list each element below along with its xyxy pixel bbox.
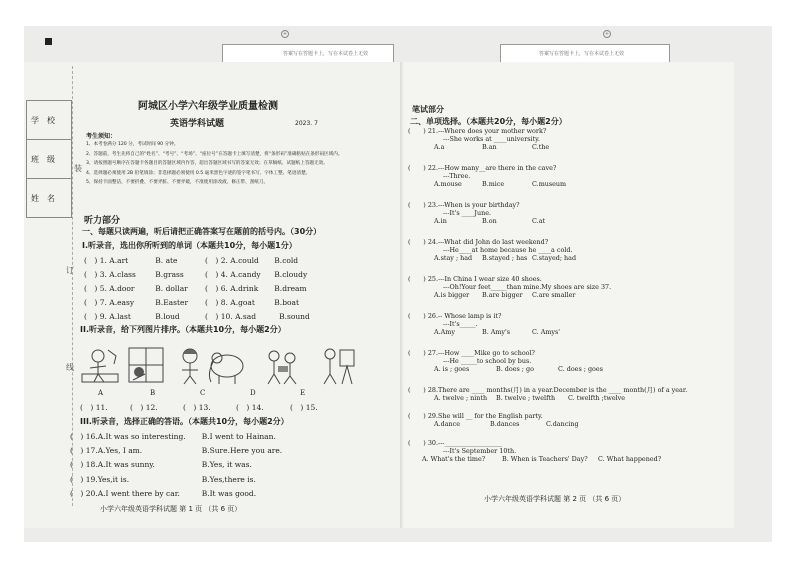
registration-mark-icon: + (604, 31, 610, 37)
note-item: 4、选择题必须使用 2B 铅笔填涂；非选择题必须使用 0.5 毫米黑色字迹的签字笔书写，字体工整、笔迹清楚。 (86, 170, 311, 176)
part1-right-column (205, 254, 310, 324)
answer-blank[interactable]: ( ) 11. (80, 403, 108, 412)
student-info-table (26, 100, 72, 218)
page-2-footer: 小学六年级英语学科试题 第 2 页 （共 6 页） (484, 495, 626, 503)
binding-mark: 线 (66, 363, 74, 372)
mcq-item: ( ) 21.---Where does your mother work? ---She works at ____university. A.a B.an C.the (408, 127, 550, 151)
choice-row: ( ) 2. A.could B.cold (205, 256, 299, 265)
exam-subject: 英语学科试题 (170, 119, 225, 129)
answer-blank[interactable]: ( ) 13. (183, 403, 211, 412)
picture-label: C (200, 389, 206, 397)
header-bar-text: 答案写在答题卡上，写在本试卷上无效 (539, 51, 625, 57)
note-item: 5、保持卡面整洁，不要折叠、不要弄脏、不要弄破，不准使用涂改液、修正带、刮纸刀。 (86, 180, 269, 185)
corner-marker (45, 38, 52, 45)
part3-title: III.听录音，选择正确的答语。（本题共10分，每小题2分） (80, 417, 289, 426)
choice-row: ( ) 3. A.class B.grass (84, 270, 184, 279)
choice-row: ( ) 19.Yes,it is. B.Yes,there is. (70, 474, 256, 484)
school-field-label: 学 校 (27, 101, 71, 140)
part2-title: II.听录音，给下列图片排序。（本题共10分，每小题2分） (80, 325, 286, 334)
choice-row: ( ) 17.A.Yes, I am. B.Sure.Here you are. (70, 446, 283, 456)
picture-label: E (300, 389, 306, 397)
listening-intro: 一、每题只读两遍，听后请把正确答案写在题前的括号内。（30分） (82, 227, 322, 236)
choice-row: ( ) 6. A.drink B.dream (205, 284, 307, 293)
mcq-item: ( ) 28.There are ____ months(月) in a year.December is the ____ month(月) of a year. A. twelve ; ninth B. twelve ; twelfth C. twelfth ;twelve (408, 386, 688, 402)
binding-mark: 装 (74, 164, 82, 173)
choice-row: ( ) 18.A.It was sunny. B.Yes, it was. (70, 460, 252, 470)
notes-title: 考生须知： (86, 133, 117, 140)
mcq-item: ( ) 27.---How ____Mike go to school? ---He _____to school by bus. A. is ; goes B. does ; go C. does ; goes (408, 349, 603, 373)
answer-blank[interactable]: ( ) 14. (236, 403, 264, 412)
answer-blank[interactable]: ( ) 12. (130, 403, 158, 412)
part1-title: I.听录音，选出你所听到的单词（本题共10分，每小题1分） (82, 241, 297, 250)
page-fold (400, 62, 404, 528)
written-section-title: 笔试部分 (412, 105, 444, 114)
choice-row: ( ) 10. A.sad B.sound (205, 312, 310, 321)
mcq-list (408, 126, 728, 475)
mcq-item: ( ) 26.-- Whose lamp is it? ---It's_____. A.Amy B. Amy's C. Amys' (408, 312, 561, 336)
exam-title: 阿城区小学六年级学业质量检测 (138, 101, 278, 112)
choice-row: ( ) 16.A.It was so interesting. B.I went to Hainan. (70, 432, 276, 441)
binding-mark: 订 (66, 266, 74, 275)
picture-label: A (98, 389, 104, 397)
choice-row: ( ) 9. A.last B.loud (84, 312, 180, 321)
mcq-item: ( ) 30.---__________________ ---It's September 10th. A. What's the time? B. When is Teachers' Day? C. What happened? (408, 439, 662, 463)
choice-row: ( ) 1. A.art B. ate (84, 256, 178, 265)
mcq-item: ( ) 22.---How many__are there in the cave? ---Three. A.mouse B.mice C.museum (408, 164, 567, 188)
picture-f-easel-icon (318, 344, 360, 386)
header-bar-right (500, 44, 670, 64)
choice-row: ( ) 4. A.candy B.cloudy (205, 270, 308, 279)
mcq-item: ( ) 25.---In China I wear size 40 shoes. ---Oh!Your feet_____than mine.My shoes are size 37. A.is bigger B.are bigger C.are smaller (408, 275, 612, 299)
part1-left-column (84, 254, 188, 324)
answer-blank[interactable]: ( ) 15. (290, 403, 318, 412)
picture-label: B (150, 389, 156, 397)
mcq-item: ( ) 24.---What did John do last weekend? ---He____at home because he ____a cold. A.stay ; had B.stayed ; has C.stayed; had (408, 238, 577, 262)
written-part-title: 二、单项选择。（本题共20分，每小题2分） (410, 117, 567, 126)
note-item: 3、请按照题号顺序在答题卡各题目的答题区域内作答，超出答题区域书写的答案无效；在草稿纸、试题纸上答题无效。 (86, 161, 328, 166)
page-1-footer: 小学六年级英语学科试题 第 1 页 （共 6 页） (100, 505, 242, 513)
exam-date: 2023. 7 (295, 120, 318, 127)
choice-row: ( ) 5. A.door B. dollar (84, 284, 188, 293)
notes-list (86, 140, 386, 188)
mcq-item: ( ) 29.She will __ for the English party. A.dance B.dances C.dancing (408, 412, 579, 428)
picture-b-window-icon (125, 344, 167, 386)
note-item: 1、本考卷满分 120 分，考试时间 90 分钟。 (86, 142, 179, 147)
picture-label: D (250, 389, 256, 397)
name-field-label: 姓 名 (31, 193, 55, 203)
registration-mark-icon: + (282, 31, 288, 37)
choice-row: ( ) 20.A.I went there by car. B.It was good. (70, 488, 257, 498)
note-item: 2、答题前，考生先将自己的“姓名”、“考号”、“考场”、“座位号”在答题卡上填写清楚，将“条形码”准确粘贴在条形码区域内。 (86, 151, 343, 157)
choice-row: ( ) 8. A.goat B.boat (205, 298, 299, 307)
picture-e-children-icon (262, 344, 304, 386)
header-bar-left (222, 44, 394, 64)
picture-a-boy-icon (80, 344, 122, 386)
picture-d-elephant-icon (205, 344, 247, 386)
class-field-label: 班 级 (27, 140, 71, 179)
mcq-item: ( ) 23.---When is your birthday? ---It's ____June. A.in B.on C.at (408, 201, 546, 225)
listening-section-title: 听力部分 (84, 216, 121, 226)
choice-row: ( ) 7. A.easy B.Easter (84, 298, 189, 307)
part3-list (70, 430, 282, 501)
header-bar-text: 答案写在答题卡上，写在本试卷上无效 (283, 51, 369, 57)
